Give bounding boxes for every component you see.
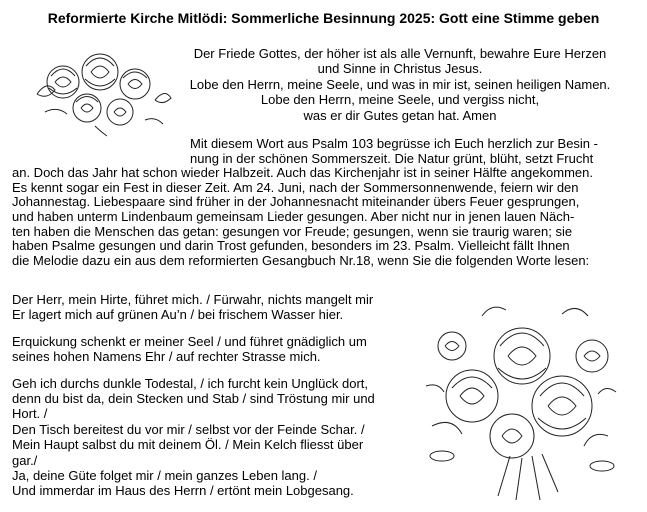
intro-line: Johannestag. Liebespaare sind früher in der Johannesnacht miteinander übers Feuer gesprungen, bbox=[12, 194, 580, 210]
verse-line: gar./ bbox=[12, 452, 38, 468]
verse-line: Den Tisch bereitest du vor mir / selbst vor der Feinde Schar. / bbox=[12, 421, 365, 437]
intro-line: und haben unterm Lindenbaum gemeinsam Lieder gesungen. Aber nicht nur in jenen lauen Näch- bbox=[12, 208, 575, 224]
verse-line: denn du bist da, dein Stecken und Stab / sind Tröstung mir und bbox=[12, 391, 375, 407]
intro-line: nung in der schönen Sommerszeit. Die Natur grünt, blüht, setzt Frucht bbox=[190, 150, 594, 166]
verse-line: Hort. / bbox=[12, 406, 48, 422]
page-title: Reformierte Kirche Mitlödi: Sommerliche Besinnung 2025: Gott eine Stimme geben bbox=[47, 10, 600, 26]
verse-line: seines hohen Namens Ehr / auf rechter Strasse mich. bbox=[12, 349, 321, 365]
verse-line: Ja, deine Güte folget mir / mein ganzes Leben lang. / bbox=[12, 468, 317, 484]
verse-stanza bbox=[12, 334, 412, 365]
intro-line: Mit diesem Wort aus Psalm 103 begrüsse ich Euch herzlich zur Besin - bbox=[190, 136, 598, 151]
intro-line: an. Doch das Jahr hat schon wieder Halbzeit. Auch das Kirchenjahr ist in seiner Hälfte angekommen. bbox=[12, 165, 593, 181]
verse-line: Er lagert mich auf grünen Au’n / bei frischem Wasser hier. bbox=[12, 307, 344, 323]
greeting-line: Lobe den Herrn, meine Seele, und vergiss nicht, bbox=[260, 92, 540, 108]
psalm-verses bbox=[12, 292, 412, 510]
verse-line: Der Herr, mein Hirte, führet mich. / Fürwahr, nichts mangelt mir bbox=[12, 292, 374, 307]
greeting-line: Lobe den Herrn, meine Seele, und was in mir ist, seinen heiligen Namen. bbox=[189, 76, 611, 92]
verse-line: Geh ich durchs dunkle Todestal, / ich furcht kein Unglück dort, bbox=[12, 375, 369, 391]
intro-line: die Melodie dazu ein aus dem reformierten Gesangbuch Nr.18, wenn Sie die folgenden Worte lesen: bbox=[12, 252, 590, 268]
greeting-line: was er dir Gutes getan hat. Amen bbox=[303, 107, 497, 123]
verse-stanza bbox=[12, 292, 412, 323]
greeting-line: Der Friede Gottes, der höher ist als alle Vernunft, bewahre Eure Herzen bbox=[193, 46, 607, 61]
verse-line: Und immerdar im Haus des Herrn / ertönt mein Lobgesang. bbox=[12, 483, 354, 499]
verse-stanza bbox=[12, 376, 412, 499]
intro-line: ten haben die Menschen das getan: gesungen vor Freude; gesungen, wenn sie traurig waren; sie bbox=[12, 223, 573, 239]
greeting-line: und Sinne in Christus Jesus. bbox=[317, 61, 483, 77]
verse-line: Mein Haupt salbst du mit deinem Öl. / Mein Kelch fliesst über bbox=[12, 437, 364, 453]
intro-line: haben Psalme gesungen und darin Trost gefunden, besonders im 23. Psalm. Vielleicht fällt Ihnen bbox=[12, 238, 570, 254]
intro-paragraph bbox=[12, 137, 637, 268]
greeting-block bbox=[180, 46, 620, 123]
flower-bouquet-illustration bbox=[412, 296, 630, 502]
rose-bouquet-illustration bbox=[25, 42, 175, 137]
intro-line: Es kennt sogar ein Fest in dieser Zeit. Am 24. Juni, nach der Sommersonnenwende, feiern wir den bbox=[12, 179, 579, 195]
verse-line: Erquickung schenkt er meiner Seel / und führet gnädiglich um bbox=[12, 333, 367, 349]
